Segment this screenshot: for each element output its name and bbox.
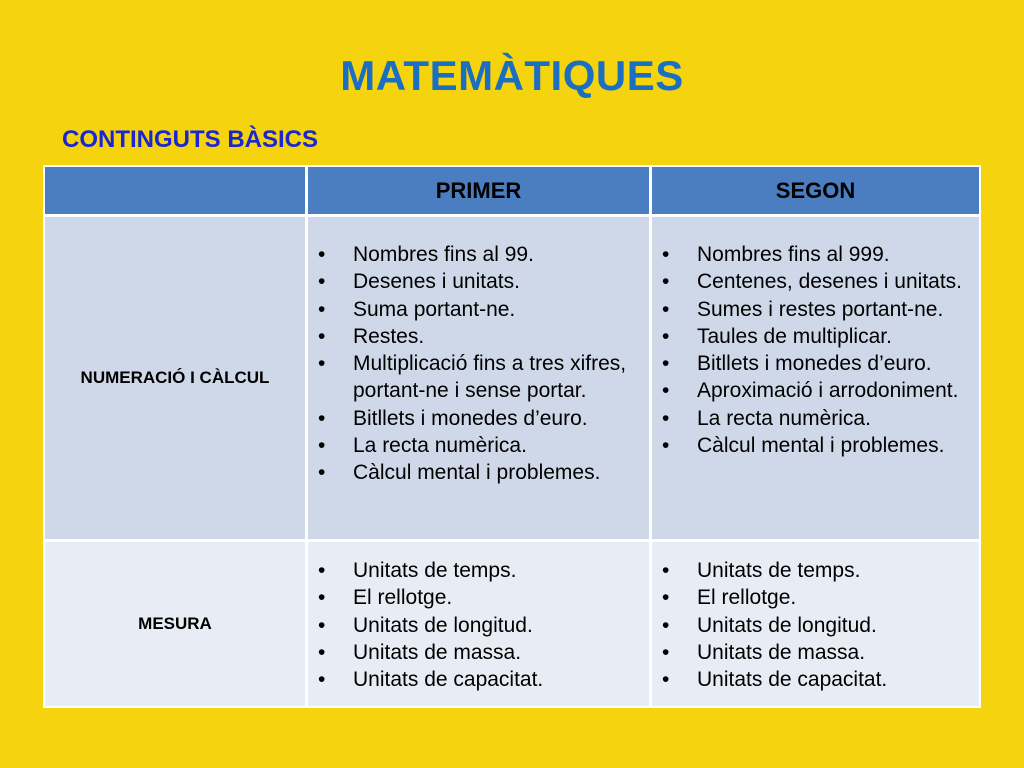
list-item: • Centenes, desenes i unitats.: [654, 268, 976, 295]
list-item: • Bitllets i monedes d’euro.: [310, 405, 630, 432]
list-numeracio-primer: [310, 241, 630, 487]
list-item: • Sumes i restes portant-ne.: [654, 296, 976, 323]
contents-table: [43, 165, 981, 708]
list-item: • Taules de multiplicar.: [654, 323, 976, 350]
header-primer: PRIMER: [308, 167, 649, 214]
section-subtitle: CONTINGUTS BÀSICS: [62, 126, 319, 153]
list-mesura-primer: [310, 557, 630, 693]
list-item: • Nombres fins al 999.: [654, 241, 976, 268]
list-item: • Aproximació i arrodoniment.: [654, 377, 976, 404]
list-item: • Unitats de longitud.: [654, 612, 976, 639]
row-label-mesura: MESURA: [45, 542, 305, 706]
row-label-numeracio: NUMERACIÓ I CÀLCUL: [45, 217, 305, 539]
list-item: • Unitats de capacitat.: [310, 666, 630, 693]
list-item: • Suma portant-ne.: [310, 296, 630, 323]
list-item: • Multiplicació fins a tres xifres, portant-ne i sense portar.: [310, 350, 630, 405]
list-item: • Bitllets i monedes d’euro.: [654, 350, 976, 377]
list-item: • El rellotge.: [654, 584, 976, 611]
page-title: MATEMÀTIQUES: [340, 52, 684, 99]
list-item: • Restes.: [310, 323, 630, 350]
list-item: • Unitats de massa.: [654, 639, 976, 666]
list-item: • La recta numèrica.: [310, 432, 630, 459]
list-item: • El rellotge.: [310, 584, 630, 611]
list-item: • Unitats de longitud.: [310, 612, 630, 639]
list-item: • Desenes i unitats.: [310, 268, 630, 295]
cell-mesura-segon: [652, 542, 979, 706]
list-item: • Unitats de temps.: [654, 557, 976, 584]
list-item: • Nombres fins al 99.: [310, 241, 630, 268]
list-item: • Càlcul mental i problemes.: [310, 459, 630, 486]
list-item: • Unitats de temps.: [310, 557, 630, 584]
list-item: • La recta numèrica.: [654, 405, 976, 432]
cell-numeracio-segon: [652, 217, 979, 539]
list-item: • Càlcul mental i problemes.: [654, 432, 976, 459]
list-item: • Unitats de capacitat.: [654, 666, 976, 693]
header-segon: SEGON: [652, 167, 979, 214]
cell-mesura-primer: [308, 542, 649, 706]
list-mesura-segon: [654, 557, 976, 693]
header-empty-cell: [45, 167, 305, 214]
cell-numeracio-primer: [308, 217, 649, 539]
list-numeracio-segon: [654, 241, 976, 459]
list-item: • Unitats de massa.: [310, 639, 630, 666]
